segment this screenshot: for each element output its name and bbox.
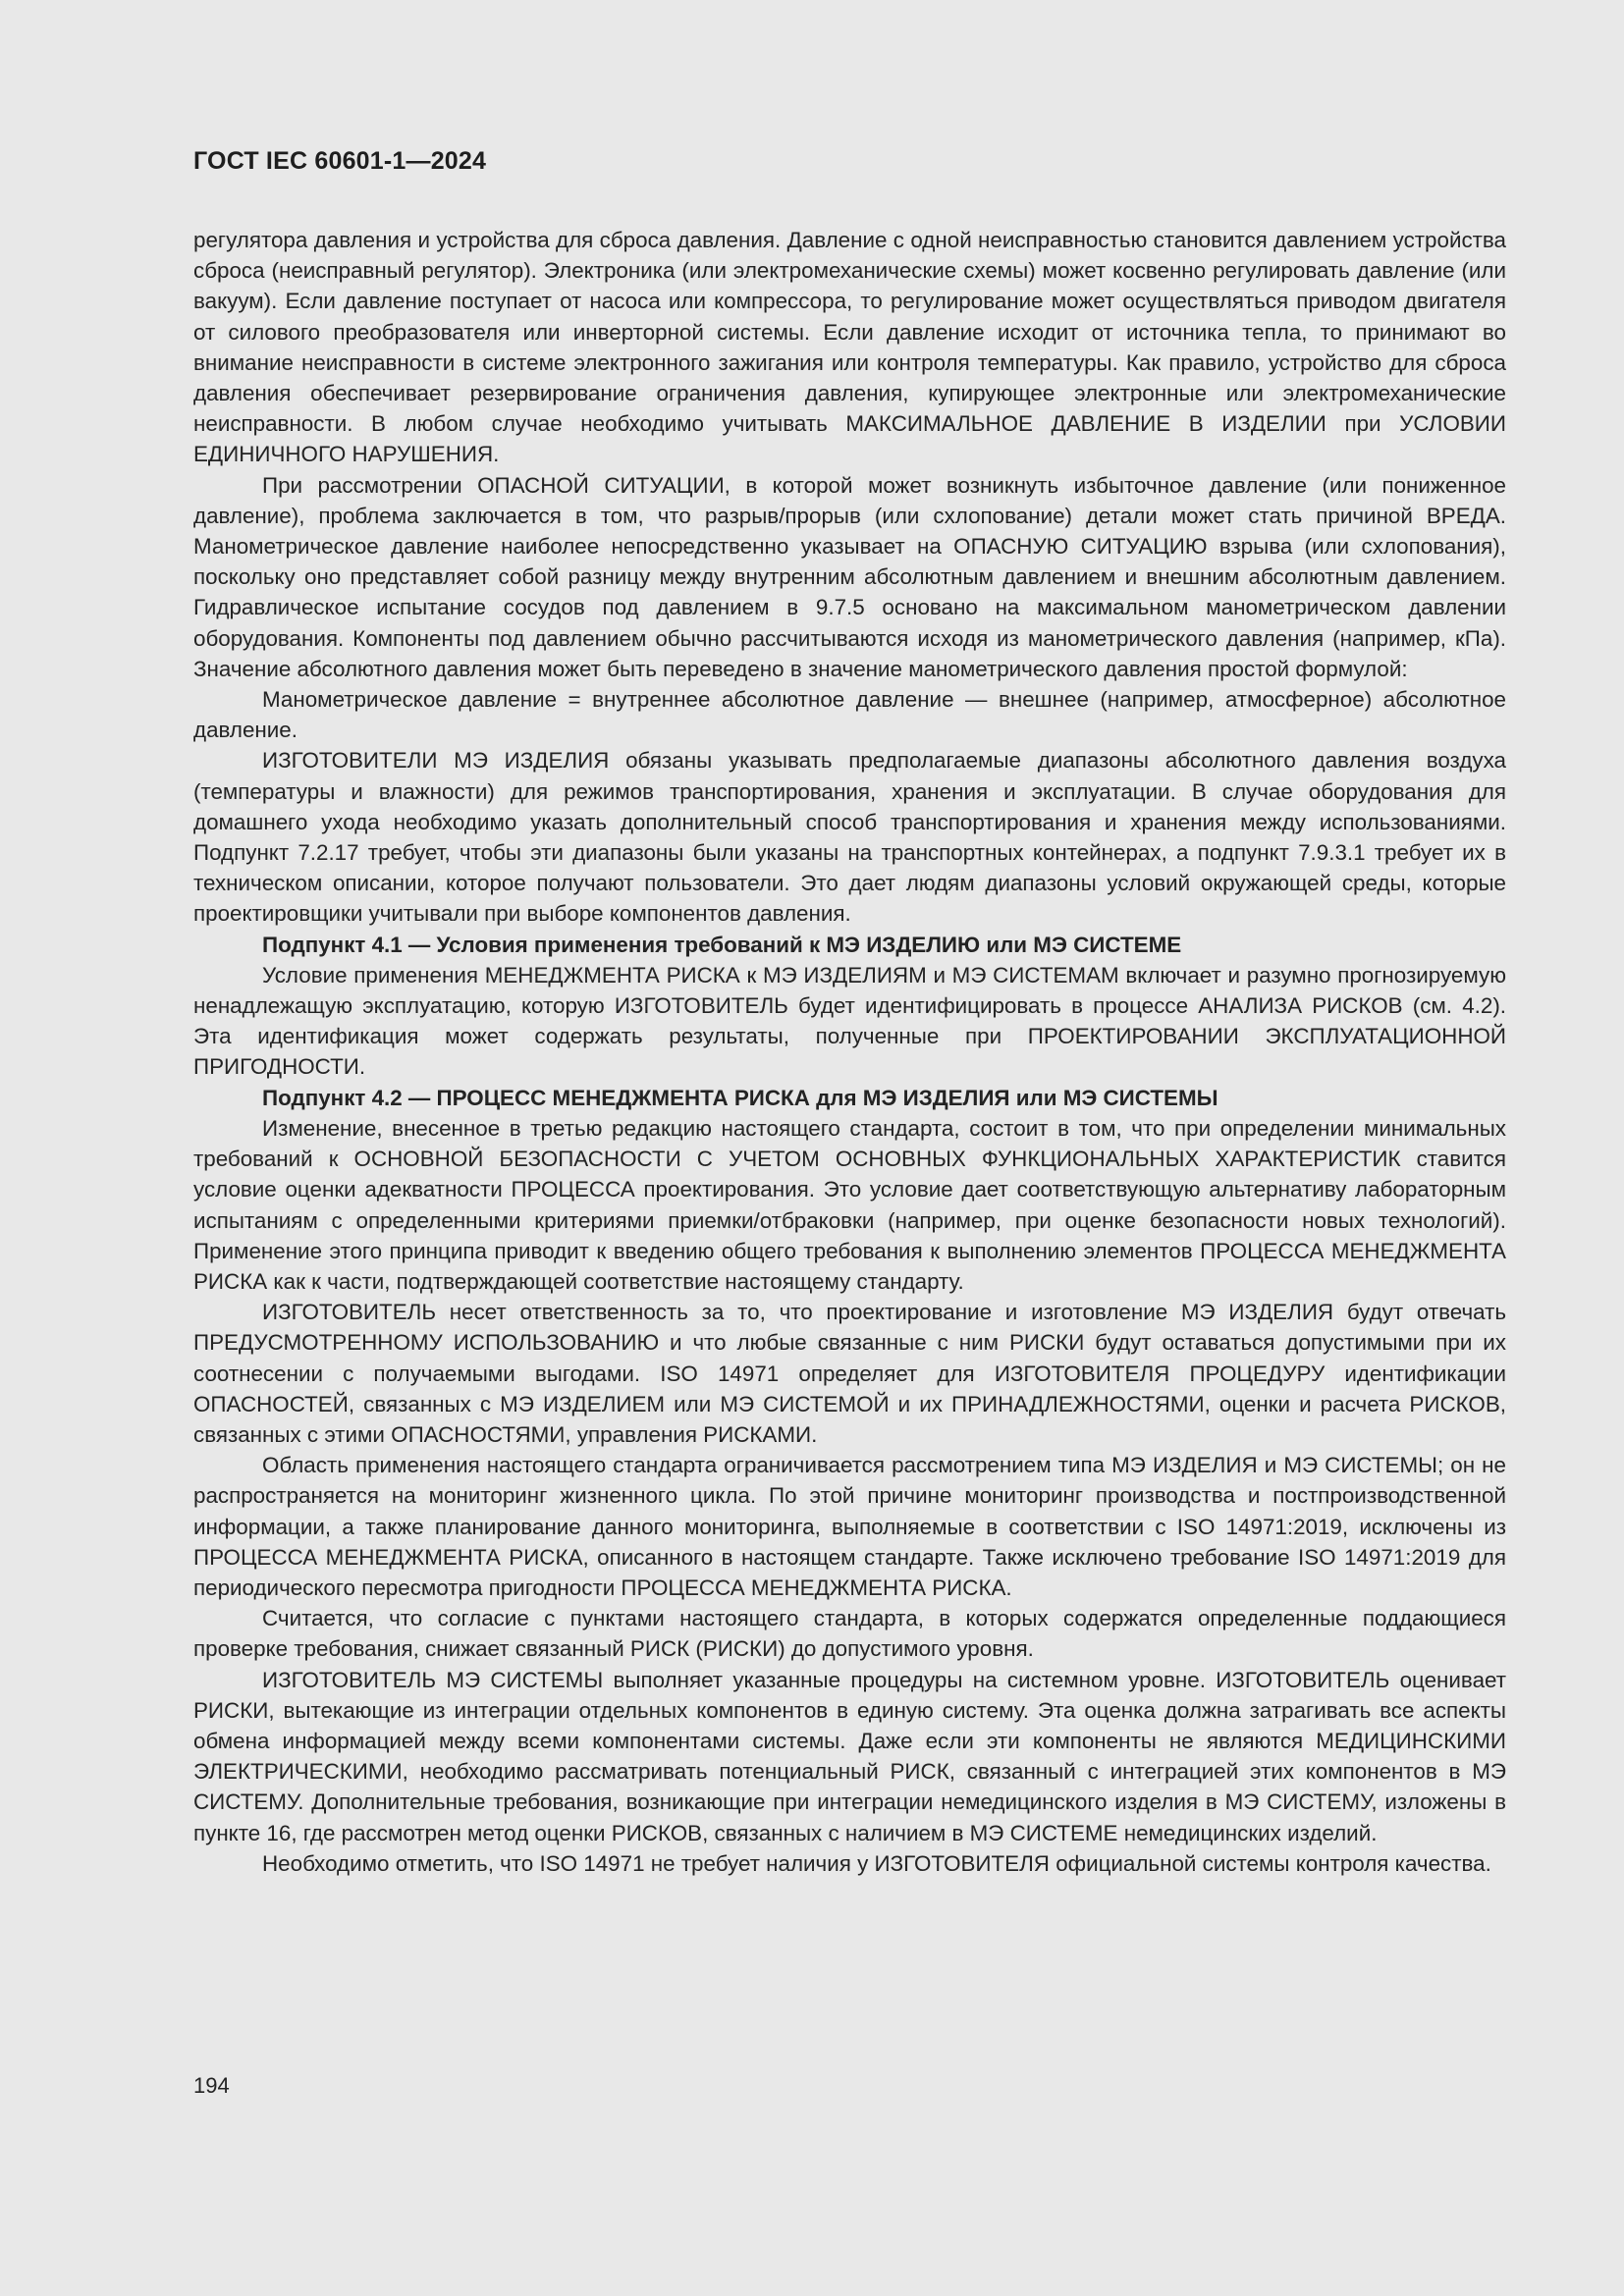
section-heading: Подпункт 4.1 — Условия применения требований к МЭ ИЗДЕЛИЮ или МЭ СИСТЕМЕ <box>262 932 1182 957</box>
paragraph: Необходимо отметить, что ISO 14971 не требует наличия у ИЗГОТОВИТЕЛЯ официальной системы контроля качества. <box>262 1850 1491 1876</box>
paragraph: ИЗГОТОВИТЕЛЬ МЭ СИСТЕМЫ выполняет указанные процедуры на системном уровне. ИЗГОТОВИТЕЛЬ оценивает РИСКИ, вытекающие из интеграции отдельных компонентов в единую систему. Эта оценка должна затрагивать все аспекты обмена информацией между всеми компонентами системы. Даже если эти компоненты не являются МЕДИЦИНСКИМИ ЭЛЕКТРИЧЕСКИМИ, необходимо рассматривать потенциальный РИСК, связанный с интеграцией этих компонентов в МЭ СИСТЕМУ. Дополнительные требования, возникающие при интеграции немедицинского изделия в МЭ СИСТЕМУ, изложены в пункте 16, где рассмотрен метод оценки РИСКОВ, связанных с наличием в МЭ СИСТЕМЕ немедицинских изделий. <box>193 1667 1506 1845</box>
document-body <box>193 225 1506 1879</box>
section-heading: Подпункт 4.2 — ПРОЦЕСС МЕНЕДЖМЕНТА РИСКА для МЭ ИЗДЕЛИЯ или МЭ СИСТЕМЫ <box>262 1085 1218 1110</box>
paragraph: Считается, что согласие с пунктами настоящего стандарта, в которых содержатся определенные поддающиеся проверке требования, снижает связанный РИСК (РИСКИ) до допустимого уровня. <box>193 1606 1506 1662</box>
document-header: ГОСТ IEC 60601-1—2024 <box>193 147 487 175</box>
paragraph: Изменение, внесенное в третью редакцию настоящего стандарта, состоит в том, что при определении минимальных требований к ОСНОВНОЙ БЕЗОПАСНОСТИ С УЧЕТОМ ОСНОВНЫХ ФУНКЦИОНАЛЬНЫХ ХАРАКТЕРИСТИК ставится условие оценки адекватности ПРОЦЕССА проектирования. Это условие дает соответствующую альтернативу лабораторным испытаниям с определенными критериями приемки/отбраковки (например, при оценке безопасности новых технологий). Применение этого принципа приводит к введению общего требования к выполнению элементов ПРОЦЕССА МЕНЕДЖМЕНТА РИСКА как к части, подтверждающей соответствие настоящему стандарту. <box>193 1115 1506 1294</box>
paragraph: Условие применения МЕНЕДЖМЕНТА РИСКА к МЭ ИЗДЕЛИЯМ и МЭ СИСТЕМАМ включает и разумно прогнозируемую ненадлежащую эксплуатацию, которую ИЗГОТОВИТЕЛЬ будет идентифицировать в процессе АНАЛИЗА РИСКОВ (см. 4.2). Эта идентификация может содержать результаты, полученные при ПРОЕКТИРОВАНИИ ЭКСПЛУАТАЦИОННОЙ ПРИГОДНОСТИ. <box>193 962 1506 1080</box>
paragraph: Область применения настоящего стандарта ограничивается рассмотрением типа МЭ ИЗДЕЛИЯ и МЭ СИСТЕМЫ; он не распространяется на мониторинг жизненного цикла. По этой причине мониторинг производства и постпроизводственной информации, а также планирование данного мониторинга, выполняемые в соответствии с ISO 14971:2019, исключены из ПРОЦЕССА МЕНЕДЖМЕНТА РИСКА, описанного в настоящем стандарте. Также исключено требование ISO 14971:2019 для периодического пересмотра пригодности ПРОЦЕССА МЕНЕДЖМЕНТА РИСКА. <box>193 1453 1506 1600</box>
paragraph: Манометрическое давление = внутреннее абсолютное давление — внешнее (например, атмосферное) абсолютное давление. <box>193 687 1506 743</box>
paragraph: ИЗГОТОВИТЕЛИ МЭ ИЗДЕЛИЯ обязаны указывать предполагаемые диапазоны абсолютного давления воздуха (температуры и влажности) для режимов транспортирования, хранения и эксплуатации. В случае оборудования для домашнего ухода необходимо указать дополнительный способ транспортирования и хранения между использованиями. Подпункт 7.2.17 требует, чтобы эти диапазоны были указаны на транспортных контейнерах, а подпункт 7.9.3.1 требует их в техническом описании, которое получают пользователи. Это дает людям диапазоны условий окружающей среды, которые проектировщики учитывали при выборе компонентов давления. <box>193 748 1506 927</box>
paragraph: ИЗГОТОВИТЕЛЬ несет ответственность за то, что проектирование и изготовление МЭ ИЗДЕЛИЯ будут отвечать ПРЕДУСМОТРЕННОМУ ИСПОЛЬЗОВАНИЮ и что любые связанные с ним РИСКИ будут оставаться допустимыми при их соотнесении с получаемыми выгодами. ISO 14971 определяет для ИЗГОТОВИТЕЛЯ ПРОЦЕДУРУ идентификации ОПАСНОСТЕЙ, связанных с МЭ ИЗДЕЛИЕМ или МЭ СИСТЕМОЙ и их ПРИНАДЛЕЖНОСТЯМИ, оценки и расчета РИСКОВ, связанных с этими ОПАСНОСТЯМИ, управления РИСКАМИ. <box>193 1300 1506 1447</box>
page-number: 194 <box>193 2073 230 2098</box>
paragraph: При рассмотрении ОПАСНОЙ СИТУАЦИИ, в которой может возникнуть избыточное давление (или пониженное давление), проблема заключается в том, что разрыв/прорыв (или схлопование) детали может стать причиной ВРЕДА. Манометрическое давление наиболее непосредственно указывает на ОПАСНУЮ СИТУАЦИЮ взрыва (или схлопования), поскольку оно представляет собой разницу между внутренним абсолютным давлением и внешним абсолютным давлением. Гидравлическое испытание сосудов под давлением в 9.7.5 основано на максимальном манометрическом давлении оборудования. Компоненты под давлением обычно рассчитываются исходя из манометрического давления (например, кПа). Значение абсолютного давления может быть переведено в значение манометрического давления простой формулой: <box>193 472 1506 681</box>
paragraph: регулятора давления и устройства для сброса давления. Давление с одной неисправностью становится давлением устройства сброса (неисправный регулятор). Электроника (или электромеханические схемы) может косвенно регулировать давление (или вакуум). Если давление поступает от насоса или компрессора, то регулирование может осуществляться приводом двигателя от силового преобразователя или инверторной системы. Если давление исходит от источника тепла, то принимают во внимание неисправности в системе электронного зажигания или контроля температуры. Как правило, устройство для сброса давления обеспечивает резервирование ограничения давления, купирующее электронные или электромеханические неисправности. В любом случае необходимо учитывать МАКСИМАЛЬНОЕ ДАВЛЕНИЕ В ИЗДЕЛИИ при УСЛОВИИ ЕДИНИЧНОГО НАРУШЕНИЯ. <box>193 228 1506 467</box>
